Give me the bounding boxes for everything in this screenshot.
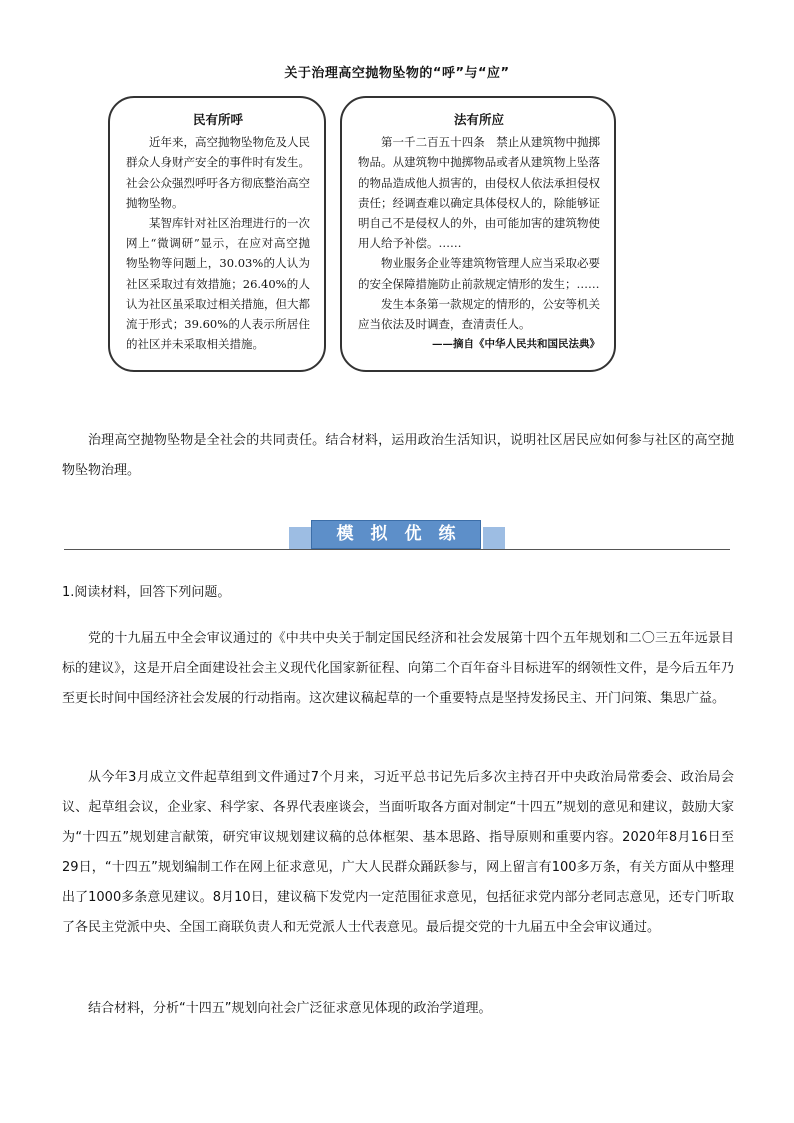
citizen-appeal-paragraph: 近年来，高空抛物坠物危及人民群众人身财产安全的事件时有发生。社会公众强烈呼吁各方彻底整治高空抛物坠物。: [126, 135, 310, 210]
banner-rule: [64, 549, 730, 550]
law-source: ——摘自《中华人民共和国民法典》: [432, 338, 600, 351]
citizen-appeal-box: [108, 96, 326, 372]
item-title: 1.阅读材料，回答下列问题。: [62, 585, 231, 600]
banner-right-tab: [483, 527, 505, 549]
material-paragraph: 从今年3月成立文件起草组到文件通过7个月来，习近平总书记先后多次主持召开中央政治局常委会、政治局会议、起草组会议，企业家、科学家、各界代表座谈会，当面听取各方面对制定“十四五”规划的意见和建议，鼓励大家为“十四五”规划建言献策，研究审议规划建议稿的总体框架、基本思路、指导原则和重要内容。2020年8月16日至29日，“十四五”规划编制工作在网上征求意见，广大人民群众踊跃参与，网上留言有100多万条，有关方面从中整理出了1000多条意见建议。8月10日，建议稿下发党内一定范围征求意见，包括征求党内部分老同志意见，还专门听取了各民主党派中央、全国工商联负责人和无党派人士代表意见。最后提交党的十九届五中全会审议通过。: [62, 770, 734, 935]
question-text: 治理高空抛物坠物是全社会的共同责任。结合材料，运用政治生活知识，说明社区居民应如何参与社区的高空抛物坠物治理。: [62, 433, 734, 478]
law-response-heading: 法有所应: [453, 112, 504, 127]
law-response-paragraph: 发生本条第一款规定的情形的，公安等机关应当依法及时调查，查清责任人。: [358, 296, 600, 332]
page-title: 关于治理高空抛物坠物的“呼”与“应”: [284, 66, 510, 81]
citizen-appeal-heading: 民有所呼: [192, 112, 243, 127]
item-question: 结合材料，分析“十四五”规划向社会广泛征求意见体现的政治学道理。: [88, 1001, 492, 1016]
material-paragraph: 党的十九届五中全会审议通过的《中共中央关于制定国民经济和社会发展第十四个五年规划和二〇三五年远景目标的建议》，这是开启全面建设社会主义现代化国家新征程、向第二个百年奋斗目标进军的纲领性文件，是今后五年乃至更长时间中国经济社会发展的行动指南。这次建议稿起草的一个重要特点是坚持发扬民主、开门问策、集思广益。: [62, 631, 734, 706]
banner-left-tab: [289, 527, 311, 549]
law-response-box: [340, 96, 616, 372]
section-banner: [64, 520, 730, 552]
law-response-paragraph: 物业服务企业等建筑物管理人应当采取必要的安全保障措施防止前款规定情形的发生；……: [358, 256, 600, 291]
banner-label: 模拟优练: [311, 520, 481, 549]
law-response-paragraph: 第一千二百五十四条 禁止从建筑物中抛掷物品。从建筑物中抛掷物品或者从建筑物上坠落的物品造成他人损害的，由侵权人依法承担侵权责任；经调查难以确定具体侵权人的，除能够证明自己不是侵权人的外，由可能加害的建筑物使用人给予补偿。……: [358, 135, 600, 251]
citizen-appeal-paragraph: 某智库针对社区治理进行的一次网上“微调研”显示，在应对高空抛物坠物等问题上，30.03%的人认为社区采取过有效措施；26.40%的人认为社区虽采取过相关措施，但大都流于形式；39.60%的人表示所居住的社区并未采取相关措施。: [126, 216, 310, 352]
